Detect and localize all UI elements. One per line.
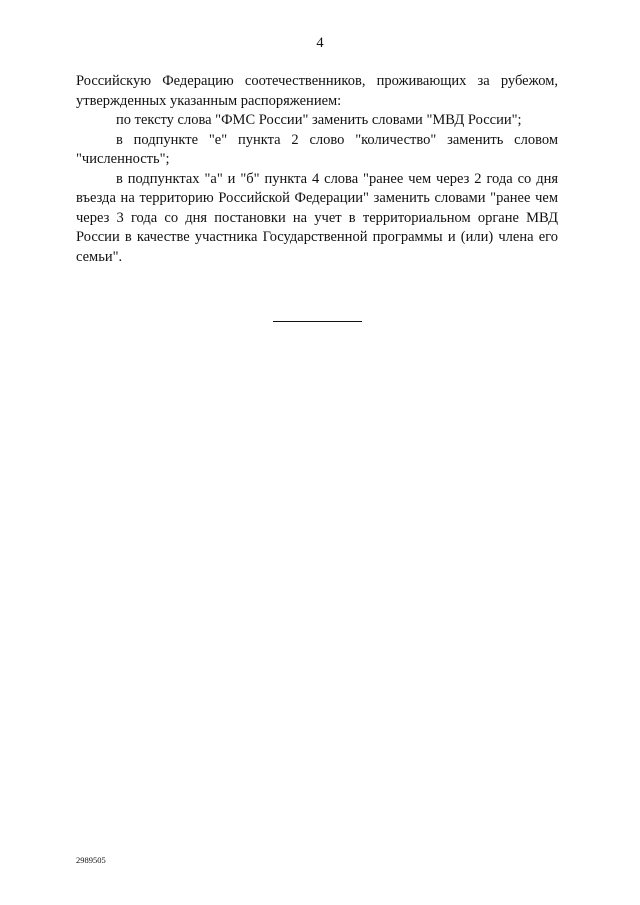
paragraph-amendment-point-4: в подпунктах "а" и "б" пункта 4 слова "ранее чем через 2 года со дня въезда на территорию Российской Федерации" заменить словами "ранее чем через 3 года со дня постановки на учет в территориальном органе МВД России в качестве участника Государственной программы и (или) члена его семьи". [76,170,558,265]
paragraph-continuation: Российскую Федерацию соотечественников, проживающих за рубежом, утвержденных указанным распоряжением: [76,73,558,109]
page-number: 4 [316,35,324,51]
paragraph-amendment-point-2: в подпункте "е" пункта 2 слово "количество" заменить словом "численность"; [76,131,558,167]
document-body [76,72,558,267]
document-code: 2989505 [76,855,106,865]
end-of-text-rule [273,321,362,322]
paragraph-amendment-fms: по тексту слова "ФМС России" заменить словами "МВД России"; [116,112,522,128]
